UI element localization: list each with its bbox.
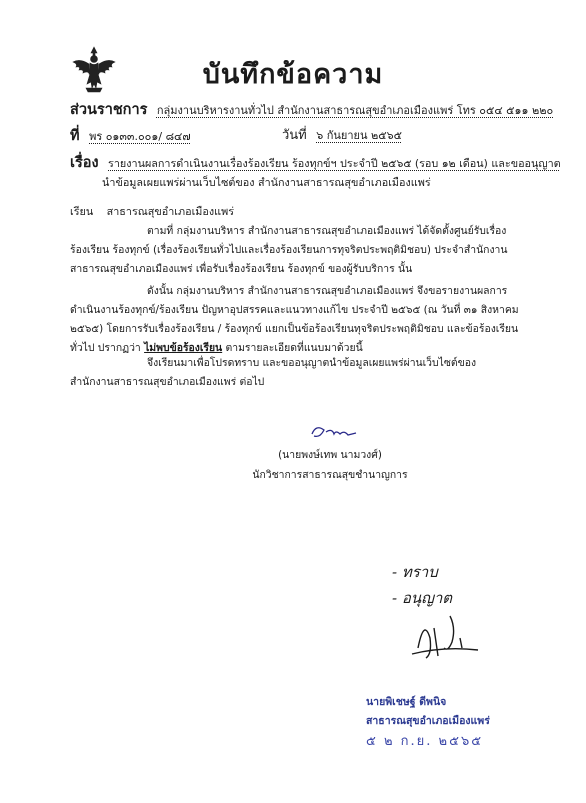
body-paragraph-2-end: ตามรายละเอียดที่แนบมาด้วยนี้: [225, 342, 363, 354]
subject-line-2: นำข้อมูลเผยแพร่ผ่านเว็บไซต์ของ สำนักงานสาธารณสุขอำเภอเมืองแพร่: [102, 176, 431, 189]
handwritten-note-approved: - อนุญาต: [392, 589, 453, 607]
date-row: [282, 124, 402, 145]
subject-row: [70, 151, 561, 174]
approver-signature-mark: [404, 608, 484, 664]
body-paragraph-2: [70, 282, 520, 358]
approver-position: สาธารณสุขอำเภอเมืองแพร่: [366, 715, 490, 727]
body-paragraph-2-text: ดังนั้น กลุ่มงานบริหาร สำนักงานสาธารณสุขอำเภอเมืองแพร่ จึงขอรายงานผลการดำเนินงานร้องทุกข์/ร้องเรียน ปัญหาอุปสรรคและแนวทางแก้ไข ประจำปี ๒๕๖๕ (ณ วันที่ ๓๑ สิงหาคม ๒๕๖๕) โดยการรับเรื่องร้องเรียน / ร้องทุกข์ แยกเป็นข้อร้องเรียนทุจริตประพฤติมิชอบ และข้อร้องเรียนทั่วไป ปรากฏว่า: [70, 285, 519, 354]
subject-label: เรื่อง: [70, 155, 99, 171]
reference-value: พร ๐๑๓๓.๐๐๑/ ๘๔๗: [89, 130, 191, 143]
salutation-value: สาธารณสุขอำเภอเมืองแพร่: [106, 205, 235, 218]
salutation-label: เรียน: [70, 205, 94, 218]
body-paragraph-3-text: จึงเรียนมาเพื่อโปรดทราบ และขออนุญาตนำข้อมูลเผยแพร่ผ่านเว็บไซต์ของ สำนักงานสาธารณสุขอำเภอเมืองแพร่ ต่อไป: [70, 357, 477, 388]
page-title: บันทึกข้อความ: [202, 59, 384, 90]
body-paragraph-1: [70, 222, 520, 279]
agency-value: กลุ่มงานบริหารงานทั่วไป สำนักงานสาธารณสุขอำเภอเมืองแพร่ โทร ๐๕๔ ๕๑๑ ๒๒๐: [156, 104, 554, 117]
signature-mark: [308, 420, 360, 444]
body-paragraph-1-text: ตามที่ กลุ่มงานบริหาร สำนักงานสาธารณสุขอำเภอเมืองแพร่ ได้จัดตั้งศูนย์รับเรื่องร้องเรียน ร้องทุกข์ (เรื่องร้องเรียนทั่วไปและเรื่องร้องเรียนการทุจริตประพฤติมิชอบ) ประจำสำนักงานสาธารณสุขอำเภอเมืองแพร่ เพื่อรับเรื่องร้องเรียน ร้องทุกข์ ของผู้รับบริการ นั้น: [70, 225, 508, 275]
agency-label: ส่วนราชการ: [70, 102, 148, 118]
approval-date: ๕ ๒ ก.ย. ๒๕๖๕: [366, 734, 484, 749]
handwritten-note-acknowledged: - ทราบ: [392, 563, 438, 581]
salutation: [70, 203, 234, 220]
no-complaints-text: ไม่พบข้อร้องเรียน: [144, 342, 223, 354]
agency-row: [70, 98, 553, 121]
signer-name: (นายพงษ์เทพ นามวงศ์): [278, 449, 382, 461]
approver-name: นายพิเชษฐ์ ดีพนิจ: [366, 696, 447, 708]
date-value: ๖ กันยายน ๒๕๖๕: [316, 129, 402, 142]
body-paragraph-3: [70, 354, 520, 392]
reference-row: [70, 124, 191, 147]
reference-label: ที่: [70, 128, 80, 144]
date-label: วันที่: [282, 128, 307, 143]
signer-position: นักวิชาการสาธารณสุขชำนาญการ: [252, 469, 408, 481]
subject-line-1: รายงานผลการดำเนินงานเรื่องร้องเรียน ร้องทุกข์ฯ ประจำปี ๒๕๖๕ (รอบ ๑๒ เดือน) และขออนุญาต: [108, 157, 561, 170]
